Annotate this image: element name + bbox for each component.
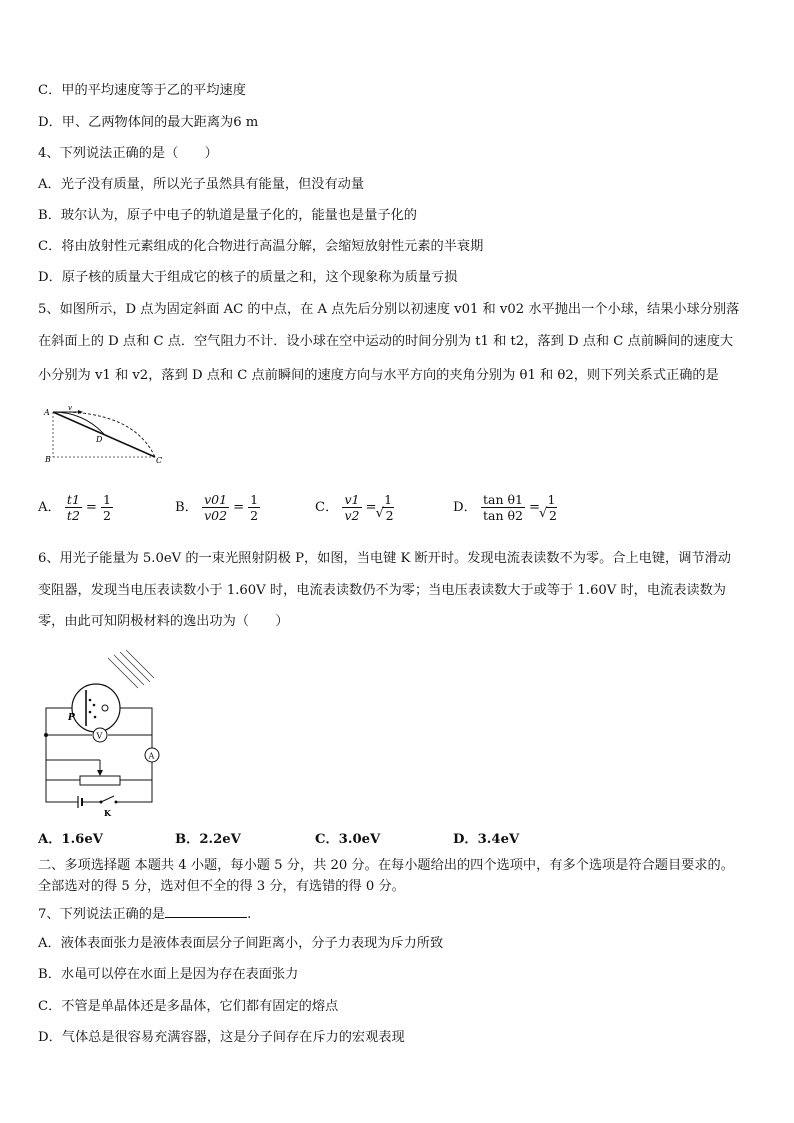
q7-option-b: B．水黾可以停在水面上是因为存在表面张力: [38, 967, 299, 982]
q3-option-c: C．甲的平均速度等于乙的平均速度: [38, 83, 246, 98]
q7-option-a: A．液体表面张力是液体表面层分子间距离小，分子力表现为斥力所致: [38, 936, 444, 951]
q5-label-a: A: [44, 408, 50, 417]
q5-stem-line2: 在斜面上的 D 点和 C 点．空气阻力不计．设小球在空中运动的时间分别为 t1 和 t2，落到 D 点和 C 点前瞬间的速度大: [38, 334, 734, 349]
q6-option-a: A．1.6eV: [38, 832, 103, 847]
q7-stem-text: 7、下列说法正确的是: [38, 907, 166, 922]
section2-heading-line2: 全部选对的得 5 分，选对但不全的得 3 分，有选错的得 0 分。: [38, 879, 405, 894]
q4-option-b: B．玻尔认为，原子中电子的轨道是量子化的，能量也是量子化的: [38, 208, 417, 223]
q6-label-p: P: [68, 713, 75, 723]
q5-label-b: B: [45, 455, 51, 464]
q5-option-d: D． $\frac{\text{tan θ1}}{\text{tan θ2}}$ = 1 √ 2: [453, 492, 559, 523]
q7-stem: 7、下列说法正确的是 .: [38, 904, 764, 924]
q4-option-c: C．将由放射性元素组成的化合物进行高温分解，会缩短放射性元素的半衰期: [38, 239, 484, 254]
q6-option-c: C．3.0eV: [315, 832, 381, 847]
q5-option-c: C． $\frac{v1}{v2}$ = 1 √ 2: [315, 492, 396, 523]
q6-ammeter-label: A: [148, 751, 155, 761]
q5-label-d: D: [96, 435, 103, 444]
q5-incline-figure: [38, 402, 168, 466]
q5-label-v: v: [68, 404, 72, 412]
q5-stem-line3: 小分别为 v1 和 v2，落到 D 点和 C 点前瞬间的速度方向与水平方向的夹角分别为 θ1 和 θ2，则下列关系式正确的是: [38, 368, 719, 383]
q6-option-d: D．3.4eV: [453, 832, 520, 847]
q7-option-c: C．不管是单晶体还是多晶体，它们都有固定的熔点: [38, 999, 339, 1014]
q6-label-k: K: [104, 808, 111, 818]
q4-option-a: A．光子没有质量，所以光子虽然具有能量，但没有动量: [38, 177, 365, 192]
q6-stem-line2: 变阻器，发现当电压表读数小于 1.60V 时，电流表读数仍不为零；当电压表读数大于或等于 1.60V 时，电流表读数为: [38, 583, 726, 598]
q6-stem-line3: 零，由此可知阴极材料的逸出功为（ ）: [38, 614, 289, 629]
section2-heading-line1: 二、多项选择题 本题共 4 小题，每小题 5 分，共 20 分。在每小题给出的四个选项中，有多个选项是符合题目要求的。: [38, 858, 734, 873]
q6-voltmeter-label: V: [96, 731, 103, 741]
q6-stem-line1: 6、用光子能量为 5.0eV 的一束光照射阴极 P，如图，当电键 K 断开时。发现电流表读数不为零。合上电键，调节滑动: [38, 551, 731, 566]
q7-answer-blank: [165, 904, 247, 918]
q6-circuit-figure: [38, 650, 168, 820]
q4-stem: 4、下列说法正确的是（ ）: [38, 146, 218, 161]
q5-stem-line1: 5、如图所示，D 点为固定斜面 AC 的中点，在 A 点先后分别以初速度 v01 和 v02 水平抛出一个小球，结果小球分别落: [38, 302, 740, 317]
q7-option-d: D．气体总是很容易充满容器，这是分子间存在斥力的宏观表现: [38, 1030, 405, 1045]
q5-label-c: C: [156, 456, 163, 465]
q3-option-d: D．甲、乙两物体间的最大距离为6 m: [38, 115, 259, 130]
q5-option-b: B． $\frac{v01}{v02}$ = $\frac{1}{2}$: [175, 492, 259, 523]
q4-option-d: D．原子核的质量大于组成它的核子的质量之和，这个现象称为质量亏损: [38, 270, 458, 285]
q5-option-a: A． $\frac{t1}{t2}$ = $\frac{1}{2}$: [38, 492, 111, 523]
q6-option-b: B．2.2eV: [175, 832, 241, 847]
